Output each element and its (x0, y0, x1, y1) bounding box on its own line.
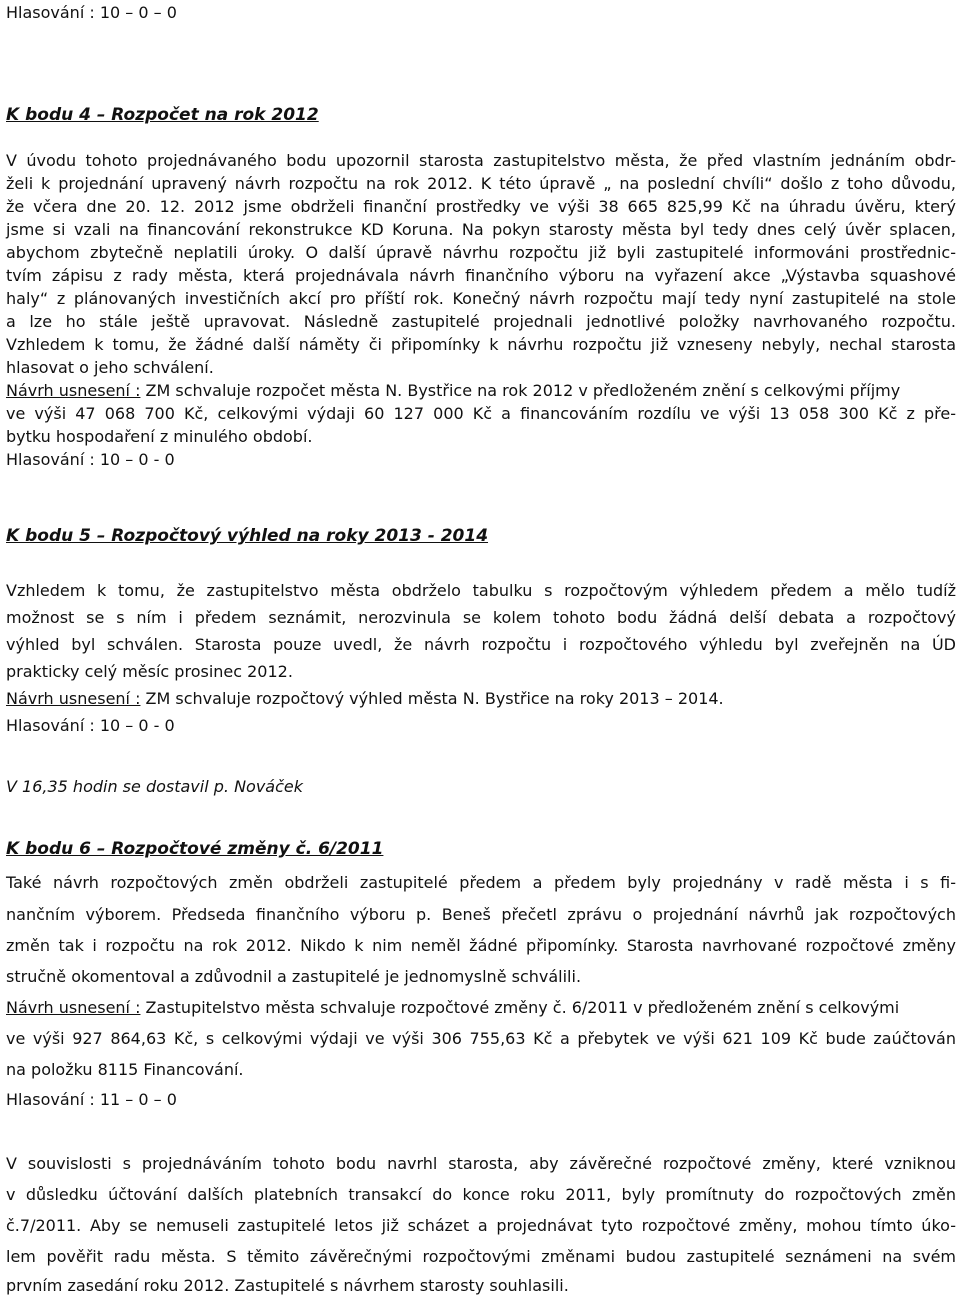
proposal-label: Návrh usnesení : (6, 998, 141, 1017)
section-6-proposal (6, 997, 899, 1019)
proposal-text: ZM schvaluje rozpočtový výhled města N. Bystřice na roky 2013 – 2014. (140, 689, 724, 708)
section-4-line: abychom zbytečně neplatili úroky. O další úpravě návrhu rozpočtu již byli zastupitelé informováni prostřednic- (6, 243, 956, 262)
section-6-line: stručně okomentoval a zdůvodnil a zastupitelé je jednomyslně schválili. (6, 967, 582, 986)
section-4-line: Vzhledem k tomu, že žádné další náměty či připomínky k návrhu rozpočtu již vzneseny nebyly, nechal starosta (6, 335, 956, 354)
section-5-line: Vzhledem k tomu, že zastupitelstvo města obdrželo tabulku s rozpočtovým výhledem předem a mělo tudíž (6, 581, 956, 600)
section-4-line: že včera dne 20. 12. 2012 jsme obdrželi finanční prostředky ve výši 38 665 825,99 Kč na úhradu úvěru, který (6, 197, 956, 216)
section-5-vote: Hlasování : 10 – 0 - 0 (6, 716, 175, 735)
section-4-heading: K bodu 4 – Rozpočet na rok 2012 (6, 105, 319, 125)
section-6-proposal-line: ve výši 927 864,63 Kč, s celkovými výdaji ve výši 306 755,63 Kč a přebytek ve výši 621 109 Kč bude zaúčtován (6, 1029, 956, 1048)
proposal-label: Návrh usnesení : (6, 689, 141, 708)
proposal-text: ZM schvaluje rozpočet města N. Bystřice na rok 2012 v předloženém znění s celkovými příjmy (140, 381, 901, 400)
section-4-line: haly“ z plánovaných investičních akcí pro příští rok. Konečný návrh rozpočtu mají tedy nyní zastupitelé na stole (6, 289, 956, 308)
section-6-line: změn tak i rozpočtu na rok 2012. Nikdo k nim neměl žádné připomínky. Starosta navrhované rozpočtové změny (6, 936, 956, 955)
proposal-label: Návrh usnesení : (6, 381, 141, 400)
closing-line: lem pověřit radu města. S těmito závěrečnými rozpočtovými změnami budou zastupitelé seznámeni na svém (6, 1247, 956, 1266)
section-5-proposal (6, 688, 724, 710)
section-4-proposal (6, 380, 900, 402)
vote-result-top: Hlasování : 10 – 0 – 0 (6, 3, 177, 22)
section-5-line: výhled byl schválen. Starosta pouze uvedl, že návrh rozpočtu i rozpočtového výhledu byl zveřejněn na ÚD (6, 635, 956, 654)
section-6-heading: K bodu 6 – Rozpočtové změny č. 6/2011 (6, 839, 384, 859)
section-4-proposal-line: bytku hospodaření z minulého období. (6, 427, 313, 446)
section-4-line: tvím zápisu z rady města, která projednávala návrh finančního výboru na vyřazení akce „Výstavba squashové (6, 266, 956, 285)
section-4-vote: Hlasování : 10 – 0 - 0 (6, 450, 175, 469)
proposal-text: Zastupitelstvo města schvaluje rozpočtové změny č. 6/2011 v předloženém znění s celkovými (140, 998, 900, 1017)
closing-line: prvním zasedání roku 2012. Zastupitelé s návrhem starosty souhlasili. (6, 1276, 569, 1295)
section-6-line: nančním výborem. Předseda finančního výboru p. Beneš přečetl zprávu o projednání návrhů jak rozpočtových (6, 905, 956, 924)
closing-line: v důsledku účtování dalších platebních transakcí do konce roku 2011, byly promítnuty do rozpočtových změn (6, 1185, 956, 1204)
section-6-vote: Hlasování : 11 – 0 – 0 (6, 1090, 177, 1109)
closing-line: č.7/2011. Aby se nemuseli zastupitelé letos již scházet a projednávat tyto rozpočtové změny, mohou tímto úko- (6, 1216, 956, 1235)
section-5-line: možnost se s ním i předem seznámit, nerozvinula se kolem tohoto bodu žádná delší debata a rozpočtový (6, 608, 956, 627)
section-5-heading: K bodu 5 – Rozpočtový výhled na roky 2013 - 2014 (6, 526, 489, 546)
section-4-line: V úvodu tohoto projednávaného bodu upozornil starosta zastupitelstvo města, že před vlastním jednáním obdr- (6, 151, 956, 170)
section-4-line: a lze ho stále ještě upravovat. Následně zastupitelé projednali jednotlivé položky navrhovaného rozpočtu. (6, 312, 956, 331)
section-4-line: jsme si vzali na financování rekonstrukce KD Koruna. Na pokyn starosty města byl tedy dnes celý úvěr splacen, (6, 220, 956, 239)
closing-line: V souvislosti s projednáváním tohoto bodu navrhl starosta, aby závěrečné rozpočtové změny, které vzniknou (6, 1154, 956, 1173)
section-5-line: prakticky celý měsíc prosinec 2012. (6, 662, 293, 681)
section-4-line: hlasovat o jeho schválení. (6, 358, 214, 377)
section-4-proposal-line: ve výši 47 068 700 Kč, celkovými výdaji 60 127 000 Kč a financováním rozdílu ve výši 13 058 300 Kč z pře- (6, 404, 956, 423)
section-6-line: Také návrh rozpočtových změn obdrželi zastupitelé předem a předem byly projednány v radě města i s fi- (6, 873, 956, 892)
section-4-line: želi k projednání upravený návrh rozpočtu na rok 2012. K této úpravě „ na poslední chvíli“ došlo z toho důvodu, (6, 174, 956, 193)
arrival-note: V 16,35 hodin se dostavil p. Nováček (6, 777, 304, 796)
section-6-proposal-line: na položku 8115 Financování. (6, 1060, 244, 1079)
